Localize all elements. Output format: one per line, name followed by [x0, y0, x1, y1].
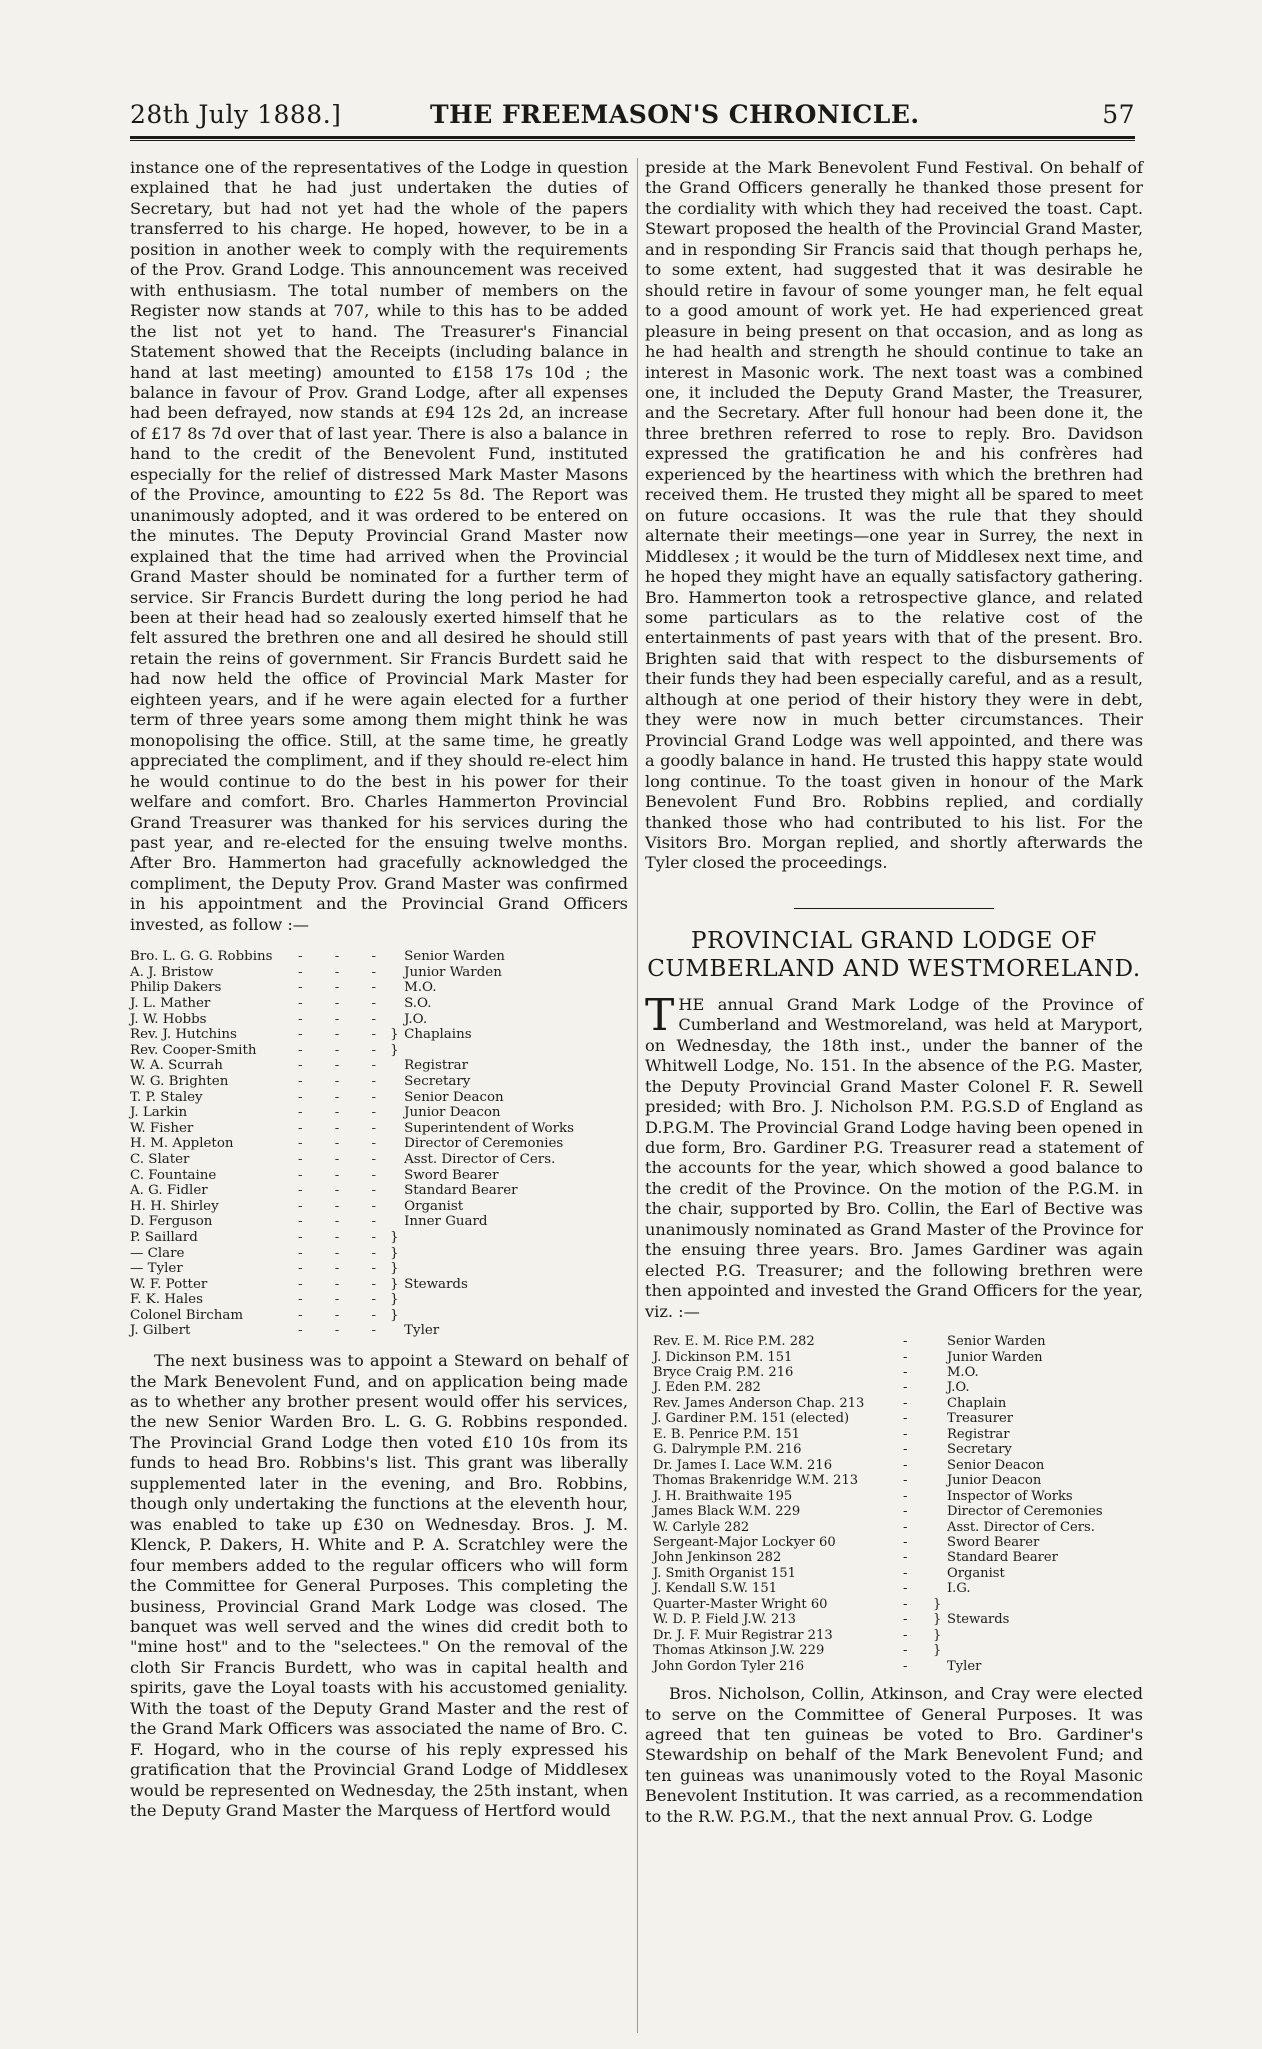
officer-name: W. D. P. Field J.W. 213: [653, 1612, 796, 1628]
officer-name: Rev. James Anderson Chap. 213: [653, 1395, 865, 1411]
officer-row: [130, 1261, 574, 1277]
officer-office: Superintendent of Works: [404, 1120, 574, 1136]
brace-mark: [933, 1520, 947, 1535]
leader-dashes: - - -: [298, 1089, 391, 1105]
officer-name: A. J. Bristow: [130, 964, 214, 980]
brace-mark: [933, 1458, 947, 1473]
officer-name: T. P. Staley: [130, 1089, 203, 1105]
officer-office: Junior Warden: [404, 964, 502, 980]
officer-name: — Clare: [130, 1245, 185, 1261]
officer-row: [130, 1027, 574, 1043]
brace-mark: }: [390, 1292, 399, 1308]
officer-row: [653, 1442, 1103, 1457]
leader-dashes: - - -: [298, 1011, 391, 1027]
officer-office: Senior Deacon: [404, 1089, 504, 1105]
officer-name: W. Carlyle 282: [653, 1519, 750, 1535]
article-paragraph: Bros. Nicholson, Collin, Atkinson, and Cray were elected to serve on the Committee of General Purposes. It was agreed that ten guineas be voted to Bro. Gardiner's Stewardship on behalf of the Mark Benevolent Fund; and ten guineas was unanimously voted to the Royal Masonic Benevolent Institution. It was carried, as a recommendation to the R.W. P.G.M., that the next annual Prov. G. Lodge: [645, 1684, 1143, 1826]
brace-mark: [390, 949, 404, 965]
officer-office: Stewards: [404, 1276, 468, 1292]
page-number: 57: [1102, 100, 1135, 129]
brace-mark: [390, 1199, 404, 1215]
officer-name: H. M. Appleton: [130, 1136, 234, 1152]
leader-dashes: -: [903, 1519, 908, 1535]
brace-mark: [390, 1121, 404, 1137]
officer-office: [404, 1246, 574, 1262]
officer-name: E. B. Penrice P.M. 151: [653, 1426, 800, 1442]
officer-row: [653, 1365, 1103, 1380]
officer-name: J. Larkin: [130, 1105, 188, 1121]
leader-dashes: - - -: [298, 1276, 391, 1292]
leader-dashes: -: [903, 1612, 908, 1628]
article-paragraph: The next business was to appoint a Steward on behalf of the Mark Benevolent Fund, and on application being made as to whether any brother present would offer his services, the new Senior Warden Bro. L. G. G. Robbins responded. The Provincial Grand Lodge then voted £10 10s from its funds to head Bro. Robbins's list. This grant was liberally supplemented later in the evening, and Bro. Robbins, though only undertaking the functions at the eleventh hour, was enabled to take up £30 on Wednesday. Bros. J. M. Klenck, P. Dakers, H. White and P. A. Scratchley were the four members added to the regular officers who will form the Committee for General Purposes. This completing the business, Provincial Grand Mark Lodge was closed. The banquet was well served and the wines did credit both to "mine host" and to the "selectees." On the removal of the cloth Sir Francis Burdett, who was in capital health and spirits, gave the Loyal toasts with his accustomed geniality. With the toast of the Deputy Grand Master and the rest of the Grand Mark Officers was associated the name of Bro. C. F. Hogard, who in the course of his reply expressed his gratification that the Provincial Grand Lodge of Middlesex would be represented on Wednesday, the 25th instant, when the Deputy Grand Master the Marquess of Hertford would: [130, 1351, 628, 1821]
officer-name: C. Slater: [130, 1151, 190, 1167]
officer-name: Rev. J. Hutchins: [130, 1027, 237, 1043]
officer-row: [130, 1199, 574, 1215]
leader-dashes: -: [903, 1581, 908, 1597]
officer-office: Asst. Director of Cers.: [947, 1519, 1095, 1535]
officer-office: S.O.: [404, 996, 432, 1011]
officer-name: W. F. Potter: [130, 1276, 208, 1292]
brace-mark: [933, 1427, 947, 1442]
brace-mark: }: [390, 1261, 399, 1277]
brace-mark: }: [933, 1596, 942, 1612]
officer-office: Registrar: [947, 1426, 1010, 1442]
officer-office: Inner Guard: [404, 1214, 488, 1230]
drop-cap: T: [645, 989, 675, 1041]
officer-office: Tyler: [947, 1658, 982, 1674]
brace-mark: }: [390, 1276, 399, 1292]
brace-mark: [933, 1442, 947, 1457]
officer-row: [653, 1473, 1103, 1488]
header-rule: [130, 136, 1135, 139]
officer-row: [130, 1136, 574, 1152]
officer-row: [653, 1535, 1103, 1550]
leader-dashes: - - -: [298, 1307, 391, 1323]
leader-dashes: -: [903, 1488, 908, 1504]
brace-mark: [390, 965, 404, 981]
right-column: [645, 158, 1143, 1827]
officer-name: Dr. J. F. Muir Registrar 213: [653, 1627, 833, 1643]
officer-row: [130, 1292, 574, 1308]
leader-dashes: - - -: [298, 1151, 391, 1167]
officer-name: Bro. L. G. G. Robbins: [130, 949, 273, 965]
brace-mark: }: [390, 1042, 399, 1058]
brace-mark: [933, 1659, 947, 1674]
officer-name: J. W. Hobbs: [130, 1011, 207, 1027]
leader-dashes: -: [903, 1627, 908, 1643]
officer-office: Junior Deacon: [404, 1105, 501, 1121]
leader-dashes: - - -: [298, 1105, 391, 1121]
brace-mark: [933, 1350, 947, 1365]
leader-dashes: -: [903, 1395, 908, 1411]
officer-office: [404, 1230, 574, 1246]
section-intro: [645, 989, 1143, 1322]
officer-office: Senior Warden: [947, 1334, 1046, 1350]
leader-dashes: - - -: [298, 1058, 391, 1074]
officer-office: Organist: [947, 1565, 1005, 1581]
officer-name: C. Fountaine: [130, 1167, 217, 1183]
officer-name: Rev. E. M. Rice P.M. 282: [653, 1334, 815, 1350]
officer-row: [130, 1090, 574, 1106]
article-paragraph: instance one of the representatives of the Lodge in question explained that he had just undertaken the duties of Secretary, but had not yet had the whole of the papers transferred to his charge. He hoped, however, to be in a position in another week to comply with the requirements of the Prov. Grand Lodge. This announcement was received with enthusiasm. The total number of members on the Register now stands at 707, while to this has to be added the list not yet to hand. The Treasurer's Financial Statement showed that the Receipts (including balance in hand at last meeting) amounted to £158 17s 10d ; the balance in favour of Prov. Grand Lodge, after all expenses had been defrayed, now stands at £94 12s 2d, an increase of £17 8s 7d over that of last year. There is also a balance in hand to the credit of the Benevolent Fund, instituted especially for the relief of distressed Mark Master Masons of the Province, amounting to £22 5s 8d. The Report was unanimously adopted, and it was ordered to be entered on the minutes. The Deputy Provincial Grand Master now explained that the time had arrived when the Provincial Grand Master should be nominated for a further term of service. Sir Francis Burdett during the long period he had been at their head had so zealously exerted himself that he felt assured the brethren one and all desired he should still retain the reins of government. Sir Francis Burdett said he had now held the office of Provincial Mark Master for eighteen years, and if he were again elected for a further term of three years some among them might think he was monopolising the office. Still, at the same time, he greatly appreciated the compliment, and if they should re-elect him he would continue to do the best in his power for their welfare and comfort. Bro. Charles Hammerton Provincial Grand Treasurer was thanked for his services during the past year, and re-elected for the ensuing twelve months. After Bro. Hammerton had gracefully acknowledged the compliment, the Deputy Prov. Grand Master was confirmed in his appointment and the Provincial Grand Officers invested, as follow :—: [130, 158, 628, 934]
officer-name: G. Dalrymple P.M. 216: [653, 1442, 802, 1458]
officer-row: [653, 1643, 1103, 1658]
leader-dashes: -: [903, 1658, 908, 1674]
officer-office: M.O.: [947, 1365, 979, 1381]
brace-mark: [933, 1411, 947, 1426]
officer-row: [653, 1380, 1103, 1395]
officer-office: Senior Deacon: [947, 1457, 1045, 1473]
officer-row: [653, 1566, 1103, 1581]
brace-mark: }: [390, 1245, 399, 1261]
officer-name: Thomas Atkinson J.W. 229: [653, 1643, 825, 1659]
leader-dashes: -: [903, 1457, 908, 1473]
brace-mark: }: [390, 1307, 399, 1323]
leader-dashes: - - -: [298, 1245, 391, 1261]
officer-office: J.O.: [947, 1380, 970, 1396]
brace-mark: [390, 1152, 404, 1168]
leader-dashes: -: [903, 1334, 908, 1350]
leader-dashes: -: [903, 1426, 908, 1442]
left-column: [130, 158, 628, 1821]
officer-row: [130, 1323, 574, 1339]
officer-office: I.G.: [947, 1581, 971, 1597]
section-intro-text: HE annual Grand Mark Lodge of the Province of Cumberland and Westmoreland, was held at Maryport, on Wednesday, the 18th inst., under the banner of the Whitwell Lodge, No. 151. In the absence of the P.G. Master, the Deputy Provincial Grand Master Colonel F. R. Sewell presided; with Bro. J. Nicholson P.M. P.G.S.D of England as D.P.G.M. The Provincial Grand Lodge having been opened in due form, Bro. Gardiner P.G. Treasurer read a statement of the accounts for the year, which showed a good balance to the credit of the Province. On the motion of the P.G.M. in the chair, supported by Bro. Collin, the Earl of Bective was unanimously nominated as Grand Master of the Province for the ensuing three years. Bro. James Gardiner was again elected P.G. Treasurer; and the following brethren were then appointed and invested the Grand Officers for the year, viz. :—: [645, 994, 1143, 1321]
officer-name: J. H. Braithwaite 195: [653, 1488, 793, 1504]
officer-name: D. Ferguson: [130, 1214, 213, 1230]
officer-row: [130, 1277, 574, 1293]
brace-mark: [390, 1058, 404, 1074]
brace-mark: [933, 1365, 947, 1380]
officer-office: [404, 1292, 574, 1308]
officer-row: [130, 1043, 574, 1059]
brace-mark: [933, 1334, 947, 1349]
officer-office: Director of Ceremonies: [404, 1136, 564, 1152]
officer-row: [653, 1350, 1103, 1365]
officer-name: Sergeant-Major Lockyer 60: [653, 1535, 836, 1550]
officer-row: [653, 1612, 1103, 1627]
leader-dashes: - - -: [298, 1027, 391, 1043]
brace-mark: [933, 1489, 947, 1504]
brace-mark: [390, 980, 404, 996]
officer-name: W. A. Scurrah: [130, 1058, 223, 1074]
officer-row: [130, 965, 574, 981]
header-rule-thin: [130, 140, 1135, 141]
officer-row: [130, 1074, 574, 1090]
officer-office: Standard Bearer: [404, 1183, 518, 1199]
officer-office: [947, 1643, 1103, 1658]
officer-office: Secretary: [947, 1442, 1012, 1458]
officer-row: [653, 1489, 1103, 1504]
officer-name: Thomas Brakenridge W.M. 213: [653, 1473, 859, 1489]
officer-name: Colonel Bircham: [130, 1307, 244, 1323]
officer-office: [404, 1261, 574, 1277]
officer-office: Director of Ceremonies: [947, 1504, 1103, 1520]
leader-dashes: -: [903, 1380, 908, 1396]
officer-row: [653, 1550, 1103, 1565]
brace-mark: [933, 1566, 947, 1581]
brace-mark: [390, 1012, 404, 1028]
brace-mark: [390, 1183, 404, 1199]
brace-mark: [390, 1090, 404, 1106]
officer-row: [130, 1183, 574, 1199]
brace-mark: }: [390, 1229, 399, 1245]
brace-mark: [933, 1550, 947, 1565]
leader-dashes: -: [903, 1473, 908, 1489]
officer-office: Standard Bearer: [947, 1550, 1058, 1566]
officer-row: [653, 1396, 1103, 1411]
officer-row: [653, 1504, 1103, 1519]
column-divider: [637, 158, 638, 2033]
officer-name: H. H. Shirley: [130, 1198, 219, 1214]
officer-row: [130, 980, 574, 996]
officer-name: J. Gardiner P.M. 151 (elected): [653, 1411, 850, 1427]
officer-name: J. Kendall S.W. 151: [653, 1581, 778, 1597]
officer-office: J.O.: [404, 1011, 428, 1027]
officers-list-surrey: [130, 949, 574, 1339]
officer-row: [653, 1334, 1103, 1349]
officer-office: Junior Warden: [947, 1349, 1043, 1365]
leader-dashes: -: [903, 1411, 908, 1427]
brace-mark: }: [933, 1627, 942, 1643]
officer-row: [130, 1246, 574, 1262]
section-divider: [794, 908, 994, 909]
officer-name: J. Eden P.M. 282: [653, 1380, 761, 1396]
officer-name: James Black W.M. 229: [653, 1504, 801, 1520]
leader-dashes: - - -: [298, 1323, 391, 1339]
officer-office: Asst. Director of Cers.: [404, 1151, 556, 1167]
officer-row: [130, 1012, 574, 1028]
officer-row: [653, 1520, 1103, 1535]
page-header: [130, 100, 1135, 136]
leader-dashes: - - -: [298, 1183, 391, 1199]
officer-name: F. K. Hales: [130, 1292, 203, 1308]
leader-dashes: - - -: [298, 1073, 391, 1089]
officer-office: Secretary: [404, 1073, 471, 1089]
leader-dashes: - - -: [298, 996, 391, 1011]
article-paragraph: preside at the Mark Benevolent Fund Festival. On behalf of the Grand Officers generally he thanked those present for the cordiality with which they had received the toast. Capt. Stewart proposed the health of the Provincial Grand Master, and in responding Sir Francis said that though perhaps he, to some extent, had suggested that it was desirable he should retire in favour of some younger man, he felt equal to a good amount of work yet. He had experienced great pleasure in being present on that occasion, and as long as he had health and strength he should continue to take an interest in Masonic work. The next toast was a combined one, it included the Deputy Grand Master, the Treasurer, and the Secretary. After full honour had been done it, the three brethren referred to rose to reply. Bro. Davidson expressed the gratification he and his confrères had experienced by the heartiness with which the brethren had received them. He trusted they might all be spared to meet on future occasions. It was the rule that they should alternate their meetings—one year in Surrey, the next in Middlesex ; it would be the turn of Middlesex next time, and he hoped they might have an equally satisfactory gathering. Bro. Hammerton took a retrospective glance, and related some particulars as to the relative cost of the entertainments of past years with that of the present. Bro. Brighten said that with respect to the disbursements of their funds they had been especially careful, and as a result, although at one period of their history they were in debt, they were now in much better circumstances. Their Provincial Grand Lodge was well appointed, and there was a goodly balance in hand. He trusted this happy state would long continue. To the toast given in honour of the Mark Benevolent Fund Bro. Robbins replied, and cordially thanked those who had contributed to his list. For the Visitors Bro. Morgan replied, and shortly afterwards the Tyler closed the proceedings.: [645, 158, 1143, 873]
officer-row: [653, 1597, 1103, 1612]
officer-office: Chaplains: [404, 1027, 472, 1043]
brace-mark: [933, 1581, 947, 1596]
leader-dashes: -: [903, 1504, 908, 1520]
officer-office: Junior Deacon: [947, 1473, 1042, 1489]
officer-row: [130, 949, 574, 965]
brace-mark: [933, 1473, 947, 1488]
officer-name: W. Fisher: [130, 1120, 194, 1136]
leader-dashes: -: [903, 1442, 908, 1458]
leader-dashes: - - -: [298, 980, 391, 996]
brace-mark: [390, 1168, 404, 1184]
officer-row: [653, 1628, 1103, 1643]
officer-office: M.O.: [404, 980, 437, 996]
officer-row: [130, 1121, 574, 1137]
leader-dashes: -: [903, 1349, 908, 1365]
officer-office: [947, 1628, 1103, 1643]
issue-date: 28th July 1888.]: [130, 100, 342, 129]
brace-mark: }: [390, 1027, 399, 1043]
brace-mark: [390, 1323, 404, 1339]
officer-office: Sword Bearer: [404, 1167, 499, 1183]
officer-name: Philip Dakers: [130, 980, 222, 996]
leader-dashes: - - -: [298, 964, 391, 980]
section-heading: PROVINCIAL GRAND LODGE OF CUMBERLAND AND WESTMORELAND.: [647, 927, 1141, 982]
officer-row: [130, 996, 574, 1012]
officer-name: J. Gilbert: [130, 1323, 191, 1339]
officer-name: Dr. James I. Lace W.M. 216: [653, 1457, 833, 1473]
officer-name: Quarter-Master Wright 60: [653, 1596, 828, 1612]
officer-name: John Gordon Tyler 216: [653, 1658, 805, 1674]
brace-mark: [933, 1380, 947, 1395]
officer-name: — Tyler: [130, 1261, 183, 1277]
leader-dashes: - - -: [298, 1042, 391, 1058]
officer-row: [130, 1214, 574, 1230]
officer-office: [404, 1308, 574, 1324]
officer-row: [130, 1230, 574, 1246]
leader-dashes: - - -: [298, 1136, 391, 1152]
leader-dashes: - - -: [298, 1261, 391, 1277]
leader-dashes: - - -: [298, 1214, 391, 1230]
leader-dashes: - - -: [298, 1167, 391, 1183]
officer-office: Treasurer: [947, 1411, 1013, 1427]
officer-office: [947, 1597, 1103, 1612]
leader-dashes: - - -: [298, 1292, 391, 1308]
leader-dashes: -: [903, 1550, 908, 1566]
officer-row: [653, 1427, 1103, 1442]
officer-row: [130, 1168, 574, 1184]
brace-mark: [390, 1105, 404, 1121]
officer-row: [130, 1058, 574, 1074]
leader-dashes: -: [903, 1643, 908, 1659]
officer-office: [404, 1043, 574, 1059]
officers-list-cumberland: [653, 1334, 1103, 1674]
officer-office: Chaplain: [947, 1395, 1007, 1411]
officer-office: Sword Bearer: [947, 1535, 1040, 1550]
leader-dashes: -: [903, 1365, 908, 1381]
officer-name: J. Dickinson P.M. 151: [653, 1349, 793, 1365]
brace-mark: }: [933, 1643, 942, 1659]
officer-office: Inspector of Works: [947, 1488, 1073, 1504]
officer-name: W. G. Brighten: [130, 1073, 229, 1089]
leader-dashes: -: [903, 1535, 908, 1550]
officer-office: Organist: [404, 1198, 464, 1214]
leader-dashes: - - -: [298, 1198, 391, 1214]
brace-mark: [933, 1504, 947, 1519]
officer-name: Bryce Craig P.M. 216: [653, 1365, 794, 1381]
officer-row: [130, 1152, 574, 1168]
brace-mark: }: [933, 1612, 942, 1628]
officer-office: Stewards: [947, 1612, 1010, 1628]
officer-name: J. Smith Organist 151: [653, 1565, 796, 1581]
officer-name: John Jenkinson 282: [653, 1550, 782, 1566]
officer-office: Tyler: [404, 1323, 440, 1339]
leader-dashes: - - -: [298, 1229, 391, 1245]
brace-mark: [390, 1136, 404, 1152]
leader-dashes: - - -: [298, 949, 391, 965]
officer-row: [653, 1581, 1103, 1596]
officer-row: [130, 1105, 574, 1121]
brace-mark: [933, 1535, 947, 1550]
brace-mark: [390, 996, 404, 1012]
leader-dashes: -: [903, 1565, 908, 1581]
officer-row: [653, 1659, 1103, 1674]
officer-office: Registrar: [404, 1058, 468, 1074]
leader-dashes: -: [903, 1596, 908, 1612]
publication-title: THE FREEMASON'S CHRONICLE.: [430, 100, 920, 129]
brace-mark: [933, 1396, 947, 1411]
officer-name: J. L. Mather: [130, 996, 211, 1011]
officer-name: A. G. Fidler: [130, 1183, 208, 1199]
leader-dashes: - - -: [298, 1120, 391, 1136]
officer-row: [653, 1458, 1103, 1473]
brace-mark: [390, 1074, 404, 1090]
officer-name: P. Saillard: [130, 1229, 198, 1245]
officer-office: Senior Warden: [404, 949, 505, 965]
officer-row: [653, 1411, 1103, 1426]
brace-mark: [390, 1214, 404, 1230]
officer-name: Rev. Cooper-Smith: [130, 1042, 257, 1058]
officer-row: [130, 1308, 574, 1324]
